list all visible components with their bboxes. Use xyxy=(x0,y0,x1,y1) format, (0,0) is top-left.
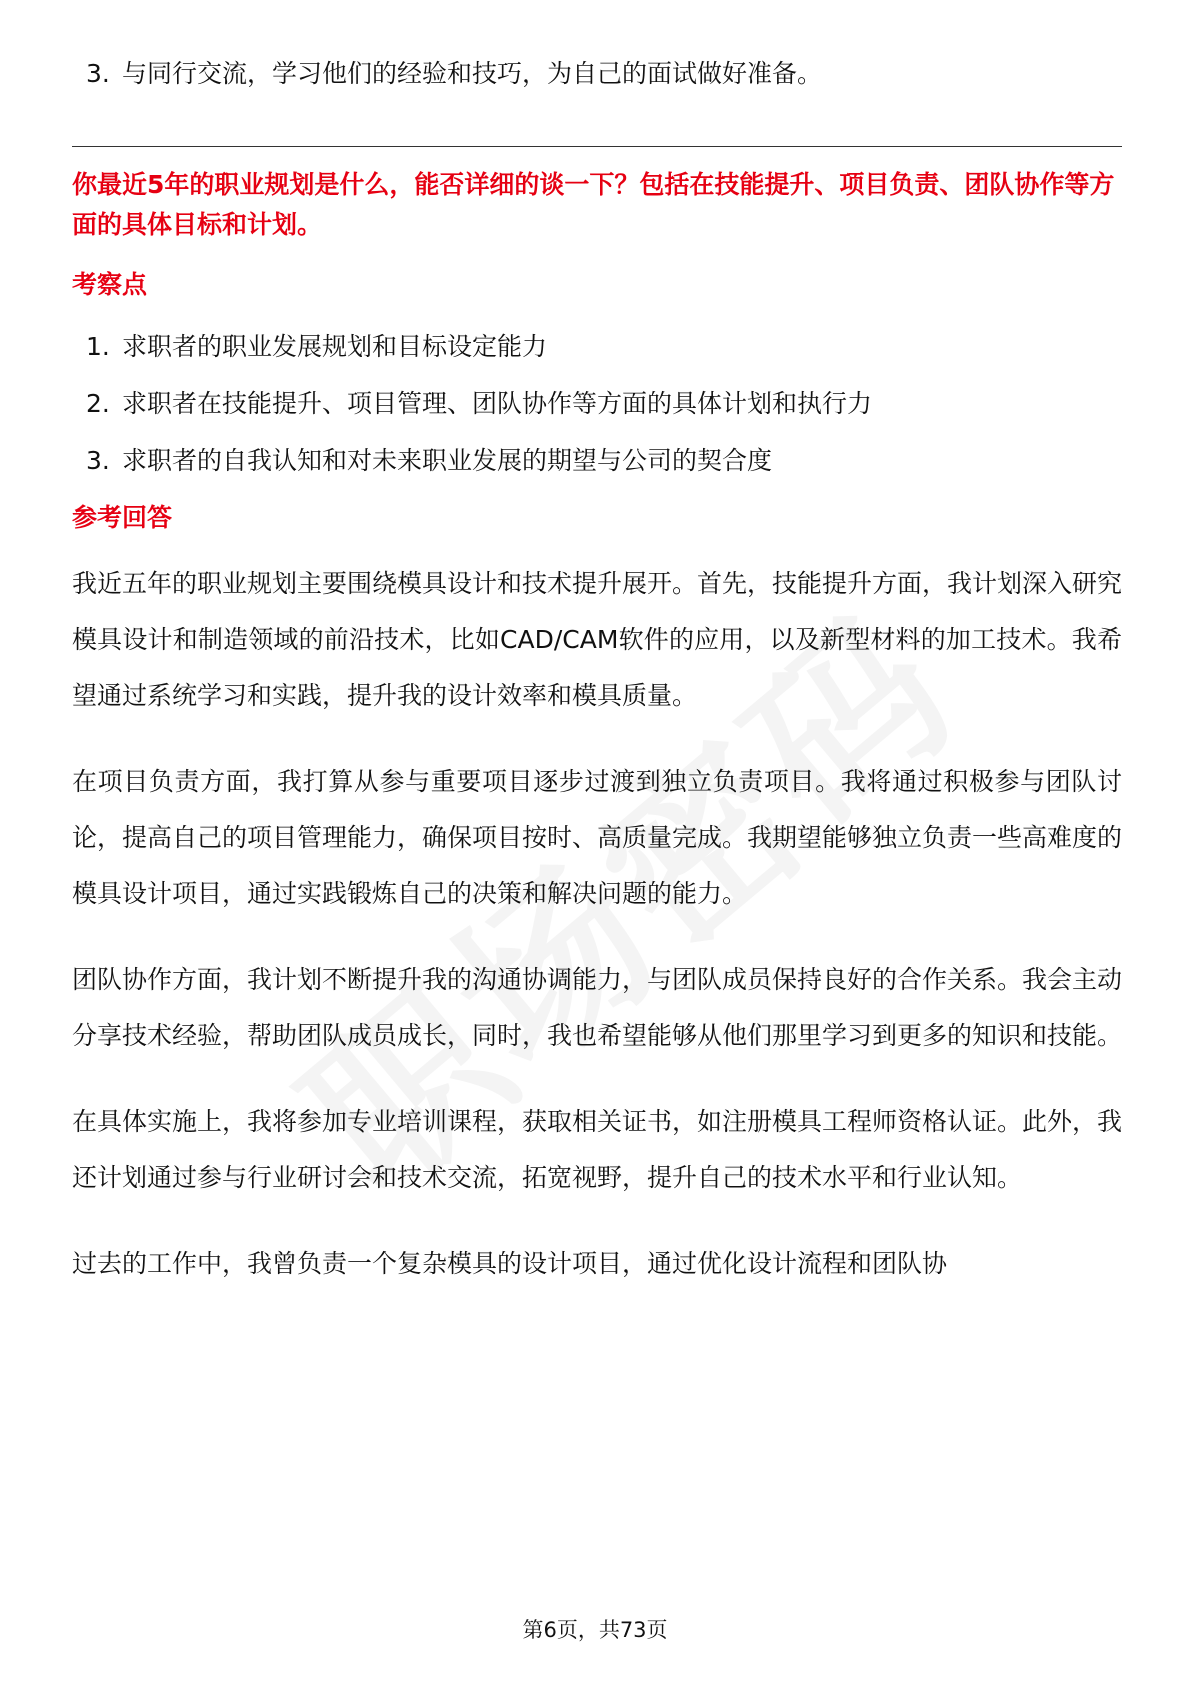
list-number: 3. xyxy=(86,446,110,475)
answer-paragraph: 我近五年的职业规划主要围绕模具设计和技术提升展开。首先，技能提升方面，我计划深入研究模具设计和制造领域的前沿技术，比如CAD/CAM软件的应用，以及新型材料的加工技术。我希望通过系统学习和实践，提升我的设计效率和模具质量。 xyxy=(72,569,1123,710)
prev-list-item xyxy=(86,56,1122,92)
answer-body xyxy=(72,556,1122,1292)
answer-paragraph: 团队协作方面，我计划不断提升我的沟通协调能力，与团队成员保持良好的合作关系。我会主动分享技术经验，帮助团队成员成长，同时，我也希望能够从他们那里学习到更多的知识和技能。 xyxy=(72,965,1123,1050)
list-text: 求职者在技能提升、项目管理、团队协作等方面的具体计划和执行力 xyxy=(122,389,873,418)
list-text: 与同行交流，学习他们的经验和技巧，为自己的面试做好准备。 xyxy=(122,59,823,88)
page-content xyxy=(72,56,1122,1322)
assessment-item xyxy=(86,386,1122,422)
answer-paragraph: 过去的工作中，我曾负责一个复杂模具的设计项目，通过优化设计流程和团队协 xyxy=(72,1249,948,1278)
answer-heading: 参考回答 xyxy=(72,503,173,532)
assessment-list xyxy=(72,329,1122,479)
assessment-item xyxy=(86,329,1122,365)
section-divider xyxy=(72,146,1122,147)
answer-paragraph: 在具体实施上，我将参加专业培训课程，获取相关证书，如注册模具工程师资格认证。此外，我还计划通过参与行业研讨会和技术交流，拓宽视野，提升自己的技术水平和行业认知。 xyxy=(72,1107,1123,1192)
list-text: 求职者的自我认知和对未来职业发展的期望与公司的契合度 xyxy=(122,446,773,475)
list-number: 3. xyxy=(86,59,110,88)
assessment-heading: 考察点 xyxy=(72,270,148,299)
list-number: 2. xyxy=(86,389,110,418)
list-number: 1. xyxy=(86,332,110,361)
page-footer: 第6页，共73页 xyxy=(522,1618,668,1642)
question-title: 你最近5年的职业规划是什么，能否详细的谈一下？包括在技能提升、项目负责、团队协作等方面的具体目标和计划。 xyxy=(72,170,1115,239)
answer-paragraph: 在项目负责方面，我打算从参与重要项目逐步过渡到独立负责项目。我将通过积极参与团队讨论，提高自己的项目管理能力，确保项目按时、高质量完成。我期望能够独立负责一些高难度的模具设计项目，通过实践锻炼自己的决策和解决问题的能力。 xyxy=(72,767,1123,908)
assessment-item xyxy=(86,443,1122,479)
list-text: 求职者的职业发展规划和目标设定能力 xyxy=(122,332,548,361)
